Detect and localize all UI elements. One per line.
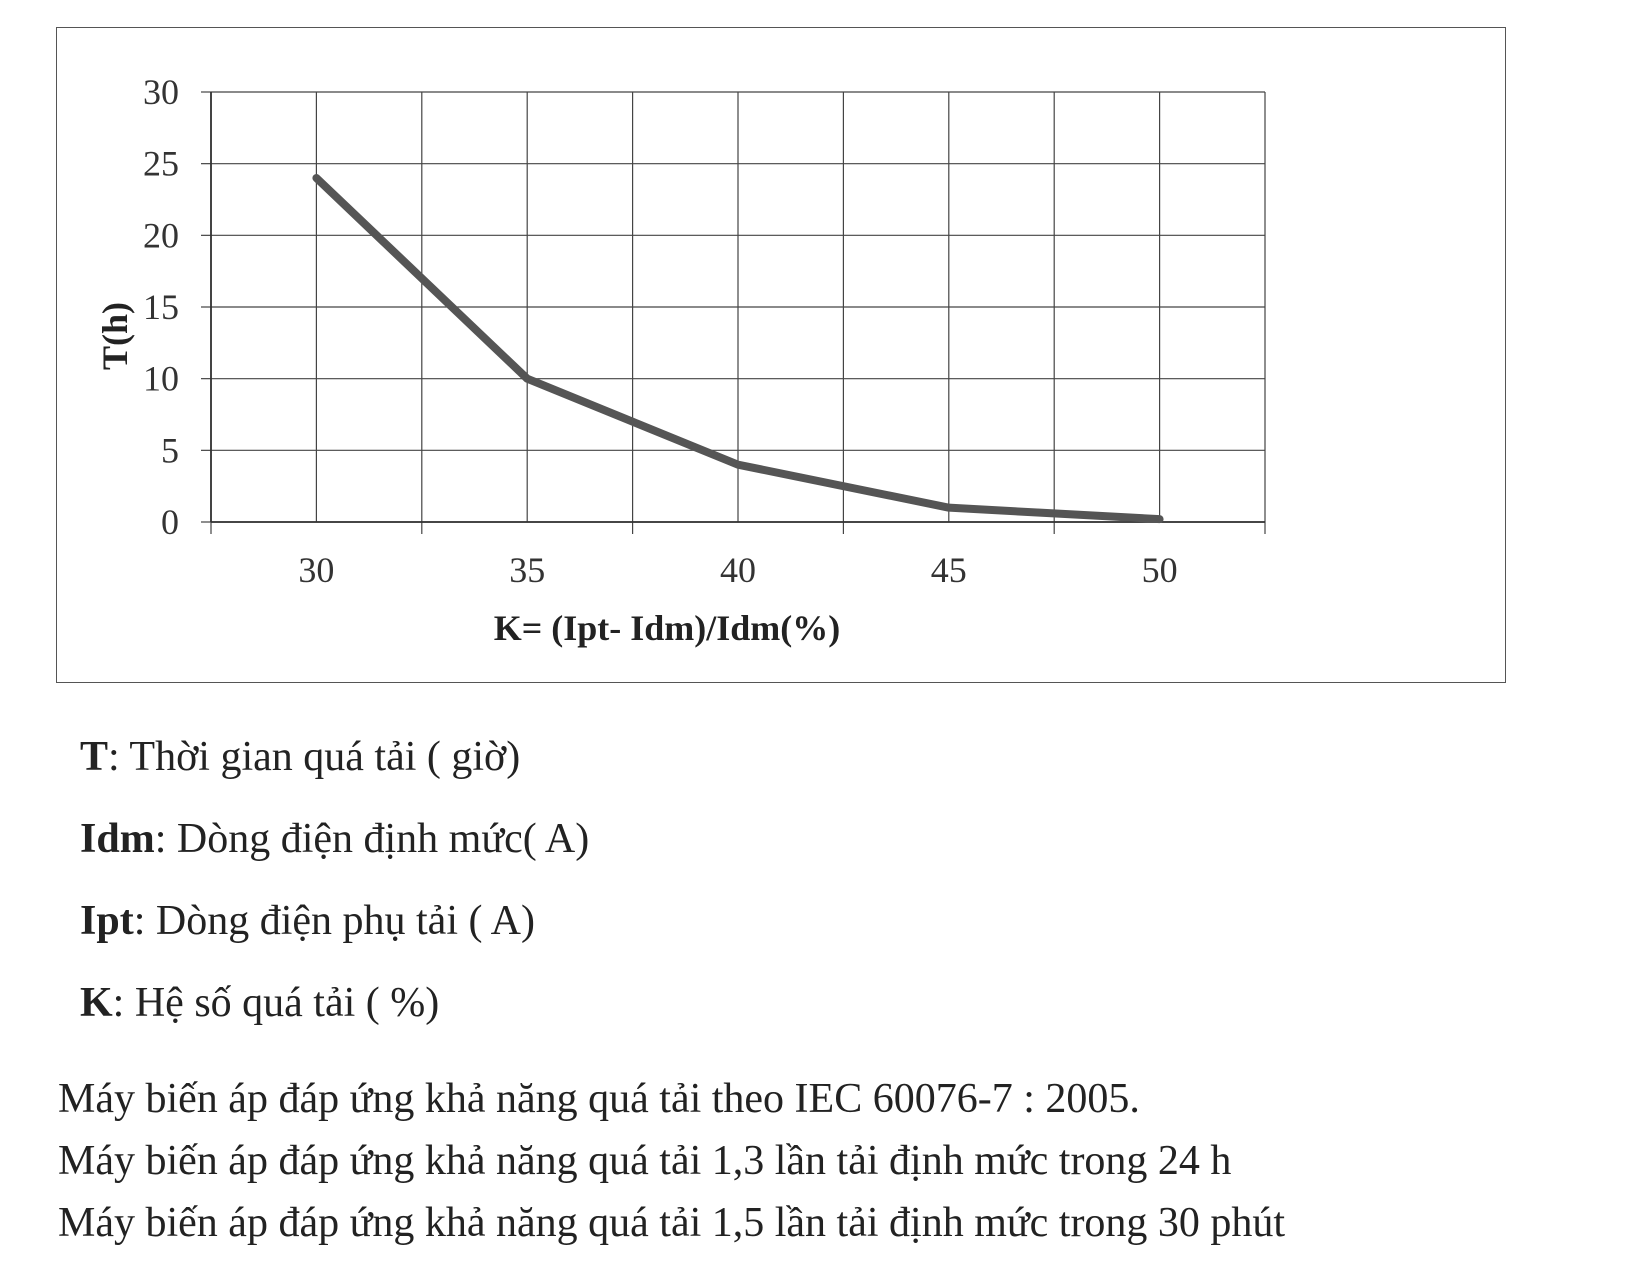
data-point [946,505,952,511]
x-tick-label: 45 [930,550,967,590]
axes [201,92,1265,534]
legend-desc: : Hệ số quá tải ( %) [112,980,440,1026]
chart-container [56,27,1506,683]
data-point [735,462,741,468]
y-axis-title: T(h) [95,301,135,371]
legend-item-ipt [80,900,535,942]
y-tick-label: 25 [143,143,179,184]
y-tick-label: 15 [143,287,179,327]
legend-term: K [80,980,113,1026]
legend-desc: : Dòng điện phụ tải ( A) [133,898,535,944]
data-point [524,376,530,382]
x-axis-title: K= (Ipt- Idm)/Idm(%) [493,608,841,648]
legend-desc: : Thời gian quá tải ( giờ) [108,734,521,780]
legend-term: T [80,734,109,780]
legend-item-t [80,736,520,778]
legend-term: Idm [80,816,155,862]
x-tick-label: 50 [1141,550,1178,590]
x-tick-label: 30 [298,550,335,590]
y-tick-label: 10 [143,358,179,399]
legend-term: Ipt [80,898,134,944]
data-point [1157,516,1163,522]
y-tick-label: 0 [161,502,179,542]
note-line-3: Máy biến áp đáp ứng khả năng quá tải 1,5 lần tải định mức trong 30 phút [58,1200,1286,1246]
y-tick-label: 20 [143,215,179,256]
legend-desc: : Dòng điện định mức( A) [154,816,590,862]
legend-item-idm [80,818,589,860]
y-tick-label: 5 [161,430,179,471]
note-line-2: Máy biến áp đáp ứng khả năng quá tải 1,3 lần tải định mức trong 24 h [58,1138,1232,1184]
data-point [313,175,319,181]
note-line-1: Máy biến áp đáp ứng khả năng quá tải theo IEC 60076-7 : 2005. [58,1076,1140,1122]
x-tick-label: 40 [720,550,756,590]
grid [211,92,1265,522]
x-tick-label: 35 [509,550,546,590]
y-tick-label: 30 [143,72,179,112]
legend-item-k [80,982,439,1024]
line-chart [57,28,1507,684]
